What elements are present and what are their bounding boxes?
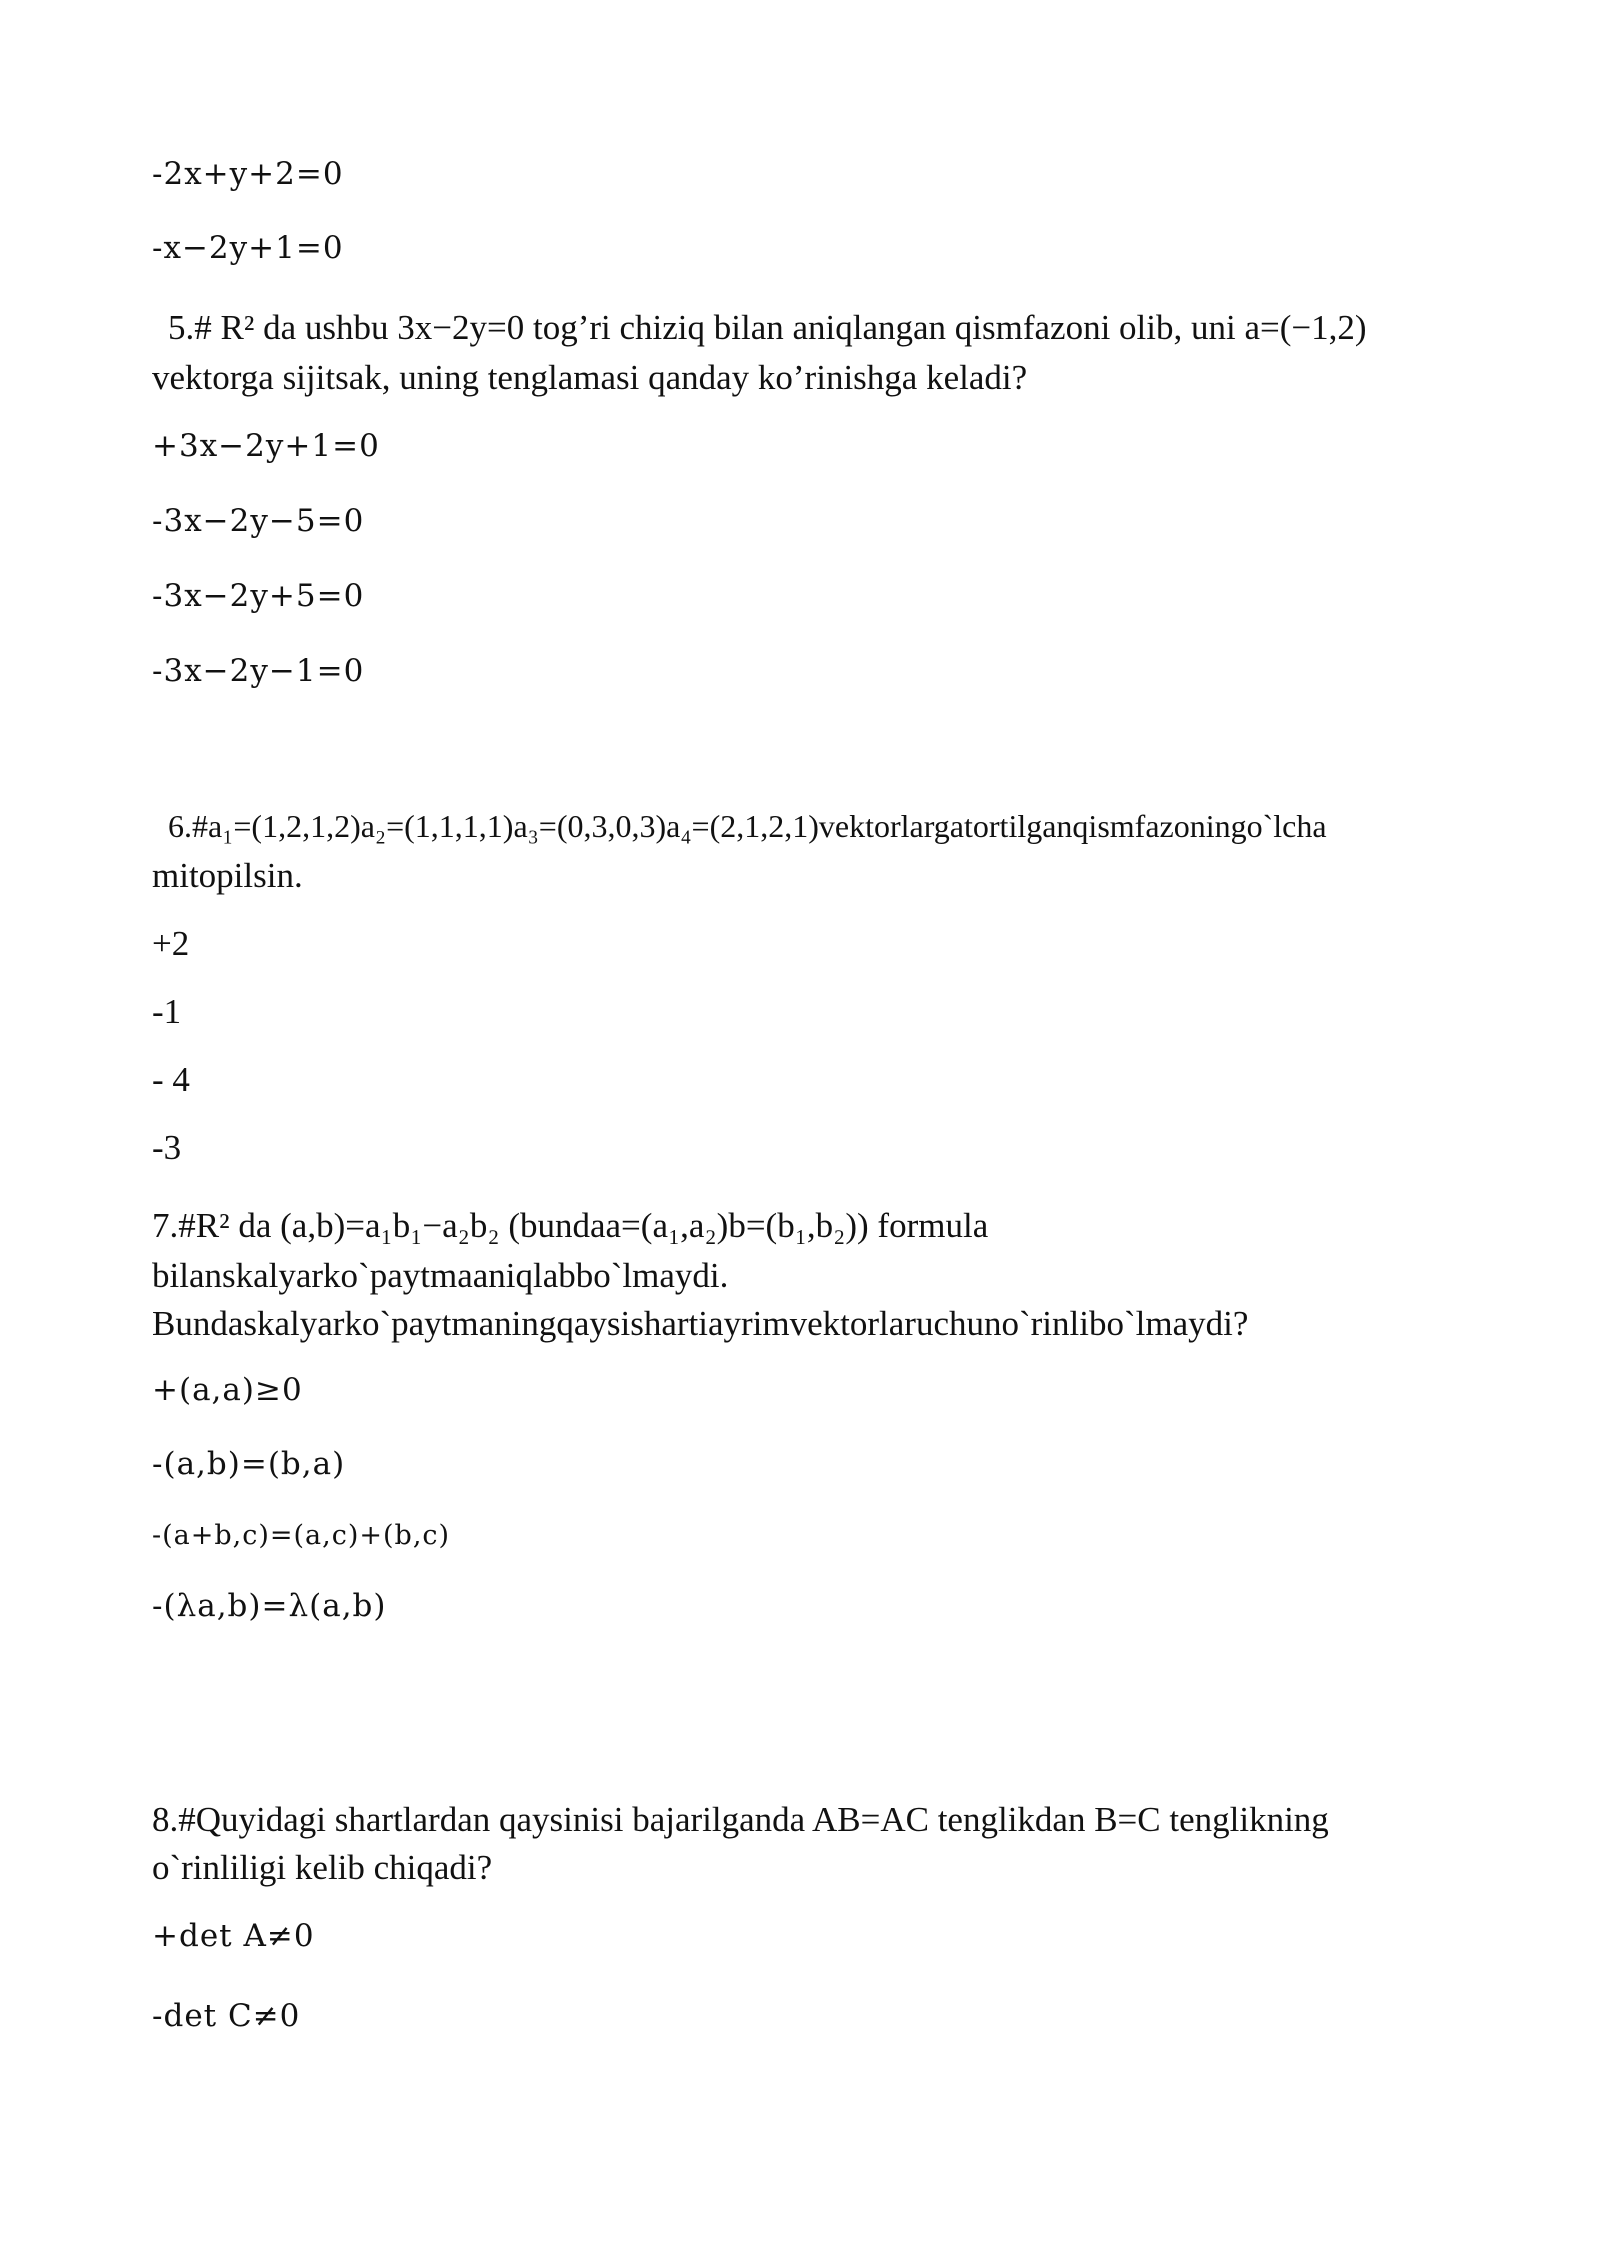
- question-8-text: 8.#Quyidagi shartlardan qaysinisi bajarilganda AB=AC tenglikdan B=C tenglikning: [152, 1800, 1329, 1839]
- question-7-text-continued: bilanskalyarko`paytmaaniqlabbo`lmaydi.: [152, 1256, 729, 1295]
- answer-option: -(λa,b)=λ(a,b): [152, 1588, 387, 1624]
- answer-option-correct: +det A≠0: [152, 1918, 315, 1954]
- answer-option: -3x−2y−1=0: [152, 653, 365, 689]
- question-6-text-continued: mitopilsin.: [152, 856, 303, 895]
- question-7-text: 7.#R² da (a,b)=a₁b₁−a₂b₂ (bundaa=(a₁,a₂)b=(b₁,b₂)) formula: [152, 1206, 989, 1245]
- question-7-text-continued: Bundaskalyarko`paytmaningqaysishartiayrimvektorlaruchuno`rinlibo`lmaydi?: [152, 1304, 1249, 1343]
- question-5-text: 5.# R² da ushbu 3x−2y=0 tog’ri chiziq bilan aniqlangan qismfazoni olib, uni a=(−1,2): [168, 308, 1367, 347]
- answer-option: -3: [152, 1128, 182, 1167]
- answer-option: -det C≠0: [152, 1998, 301, 2034]
- answer-option-correct: +2: [152, 924, 190, 963]
- answer-option: -2x+y+2=0: [152, 156, 344, 192]
- answer-option: -3x−2y+5=0: [152, 578, 365, 614]
- answer-option: - 4: [152, 1060, 190, 1099]
- answer-option: -(a+b,c)=(a,c)+(b,c): [152, 1520, 451, 1551]
- answer-option: -3x−2y−5=0: [152, 503, 365, 539]
- question-5-text-continued: vektorga sijitsak, uning tenglamasi qanday ko’rinishga keladi?: [152, 358, 1028, 397]
- answer-option: -1: [152, 992, 182, 1031]
- question-6-text: 6.#a₁=(1,2,1,2)a₂=(1,1,1,1)a₃=(0,3,0,3)a₄=(2,1,2,1)vektorlargatortilganqismfazoningo`lcha: [168, 808, 1327, 844]
- question-8-text-continued: o`rinliligi kelib chiqadi?: [152, 1848, 493, 1887]
- answer-option-correct: +(a,a)≥0: [152, 1372, 303, 1408]
- answer-option-correct: +3x−2y+1=0: [152, 428, 380, 464]
- answer-option: -x−2y+1=0: [152, 230, 344, 266]
- answer-option: -(a,b)=(b,a): [152, 1446, 346, 1482]
